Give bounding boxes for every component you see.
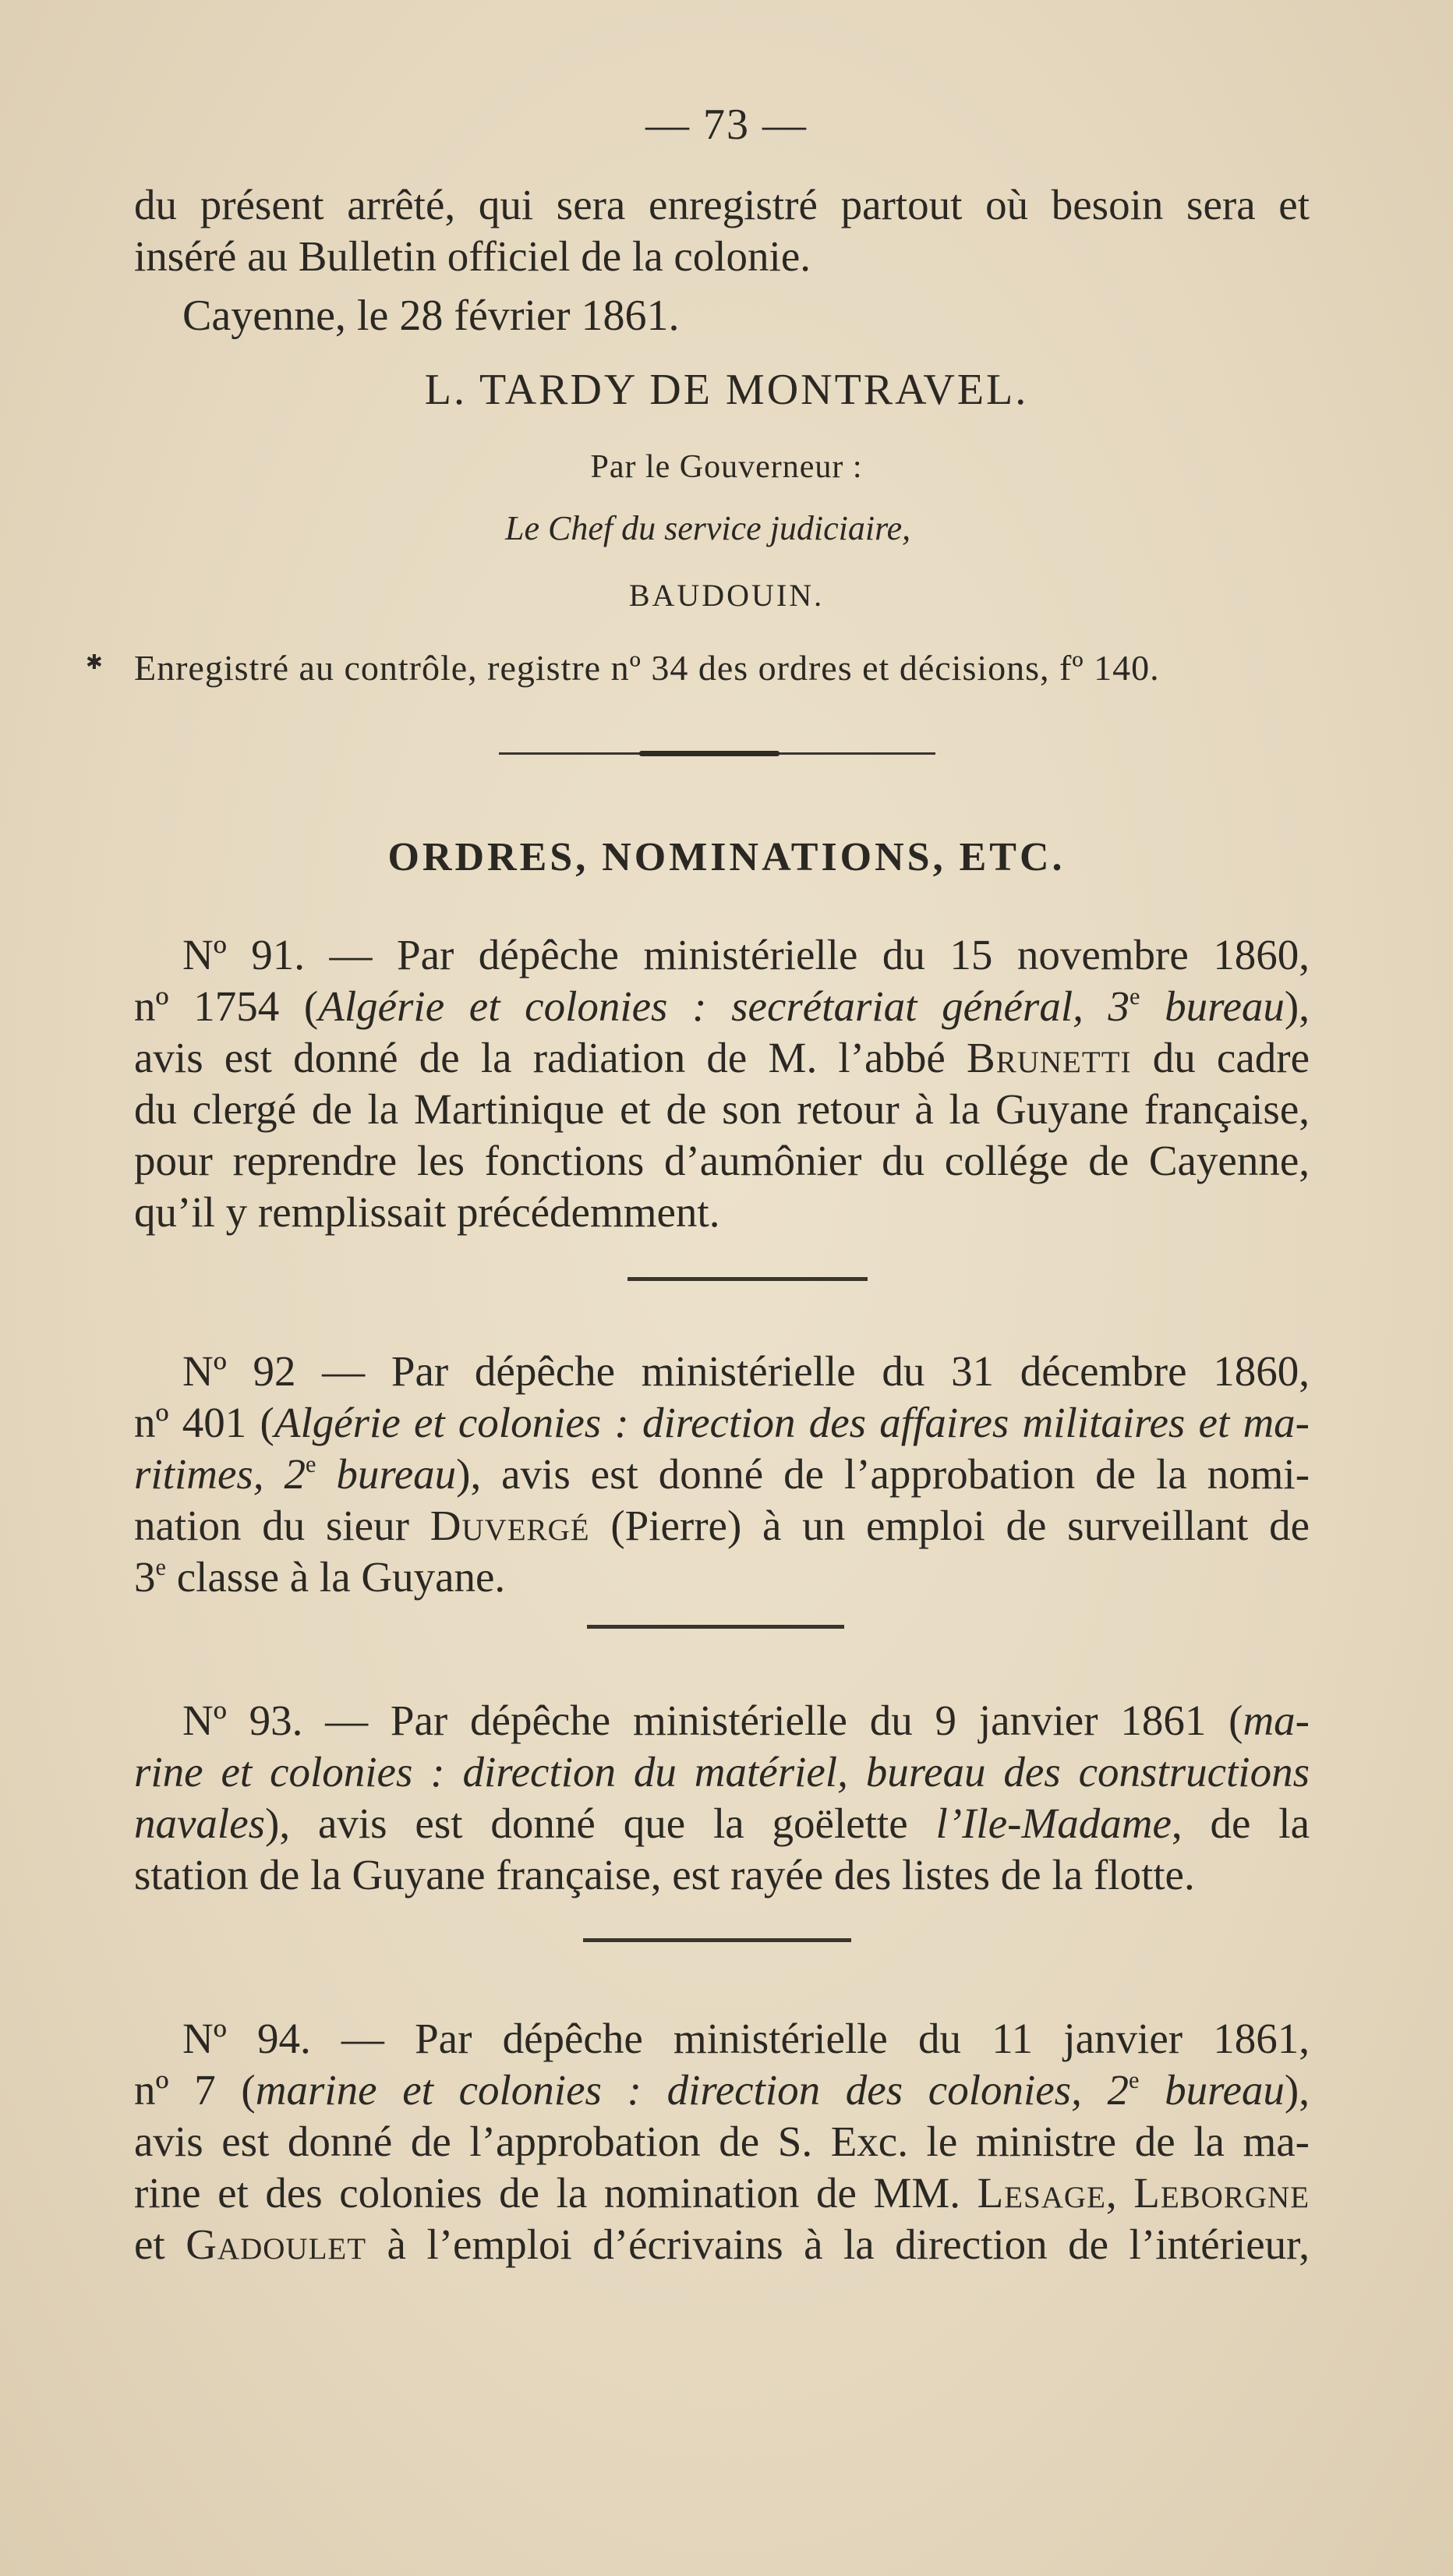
- entry-91-line: Nº 91. — Par dépêche ministérielle du 15 novembre 1860,: [182, 931, 1310, 978]
- entry-92-line: 3e classe à la Guyane.: [134, 1553, 506, 1601]
- entry-92-line: ritimes, 2e bureau), avis est donné de l’approbation de la nomi-: [134, 1450, 1310, 1498]
- entry-94-line: et Gadoulet à l’emploi d’écrivains à la direction de l’intérieur,: [134, 2220, 1310, 2268]
- entry-91-line: avis est donné de la radiation de M. l’abbé Brunetti du cadre: [134, 1034, 1310, 1081]
- registration-note: Enregistré au contrôle, registre nº 34 des ordres et décisions, fº 140.: [134, 648, 1160, 688]
- chef-name: BAUDOUIN.: [628, 578, 825, 613]
- place-date: Cayenne, le 28 février 1861.: [182, 292, 680, 340]
- entry-94-line: avis est donné de l’approbation de S. Exc. le ministre de la ma-: [134, 2118, 1310, 2165]
- entry-92-line: nation du sieur Duvergé (Pierre) à un emploi de surveillant de: [134, 1502, 1310, 1549]
- entry-91-line: nº 1754 (Algérie et colonies : secrétariat général, 3e bureau),: [134, 982, 1310, 1030]
- continuation-line: inséré au Bulletin officiel de la colonie.: [134, 232, 811, 280]
- separator-rule: [639, 751, 780, 756]
- separator-rule: [583, 1938, 851, 1942]
- continuation-line: du présent arrêté, qui sera enregistré partout où besoin sera et: [134, 181, 1310, 228]
- entry-93-line: rine et colonies : direction du matériel, bureau des constructions: [134, 1748, 1310, 1796]
- entry-93-line: navales), avis est donné que la goëlette l’Ile-Madame, de la: [134, 1799, 1310, 1847]
- separator-rule: [628, 1277, 868, 1281]
- signer-name: L. TARDY DE MONTRAVEL.: [424, 366, 1029, 414]
- section-heading: ORDRES, NOMINATIONS, ETC.: [387, 835, 1066, 879]
- entry-92-line: nº 401 (Algérie et colonies : direction des affaires militaires et ma-: [134, 1399, 1310, 1446]
- entry-91-line: qu’il y remplissait précédemment.: [134, 1188, 720, 1236]
- margin-mark: ✱: [86, 651, 103, 674]
- entry-91-line: du clergé de la Martinique et de son retour à la Guyane française,: [134, 1085, 1310, 1133]
- entry-94-line: nº 7 (marine et colonies : direction des colonies, 2e bureau),: [134, 2066, 1310, 2114]
- entry-92-line: Nº 92 — Par dépêche ministérielle du 31 décembre 1860,: [182, 1347, 1310, 1395]
- entry-91-line: pour reprendre les fonctions d’aumônier du collége de Cayenne,: [134, 1137, 1310, 1184]
- chef-title: Le Chef du service judiciaire,: [505, 509, 911, 547]
- par-le-gouverneur: Par le Gouverneur :: [590, 449, 863, 485]
- separator-rule: [587, 1625, 844, 1629]
- entry-94-line: rine et des colonies de la nomination de MM. Lesage, Leborgne: [134, 2169, 1310, 2217]
- entry-94-line: Nº 94. — Par dépêche ministérielle du 11 janvier 1861,: [182, 2015, 1310, 2062]
- page-number: — 73 —: [645, 101, 808, 149]
- entry-93-line: station de la Guyane française, est rayée des listes de la flotte.: [134, 1851, 1195, 1898]
- entry-93-line: Nº 93. — Par dépêche ministérielle du 9 janvier 1861 (ma-: [182, 1697, 1310, 1744]
